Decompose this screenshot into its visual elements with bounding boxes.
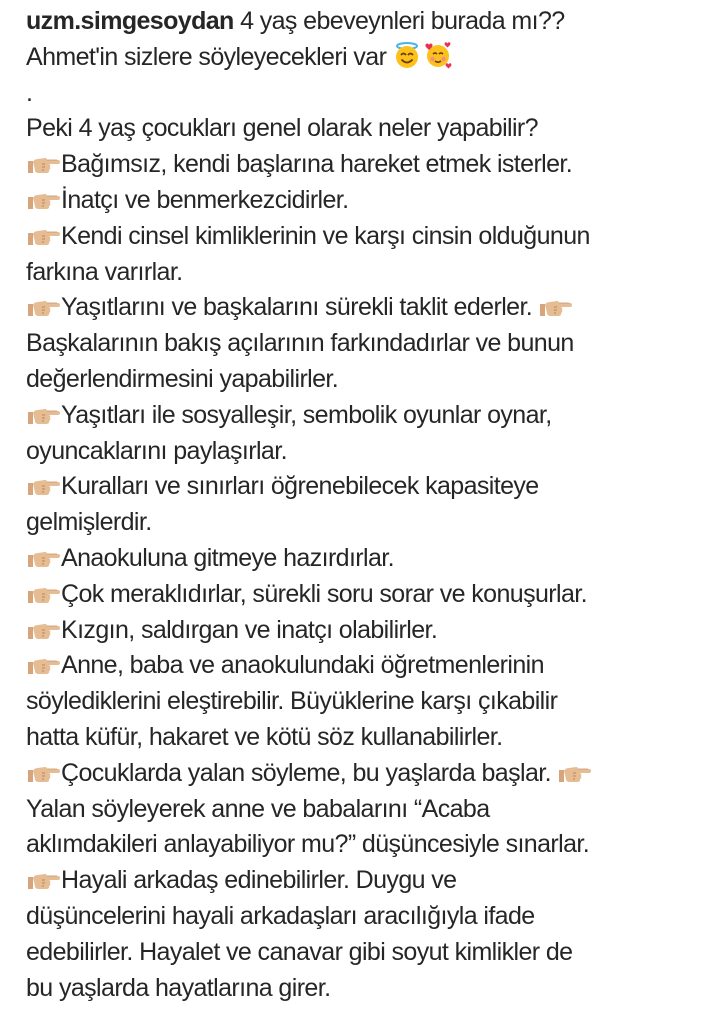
caption-header-line xyxy=(26,4,698,40)
pointing-right-hand-icon xyxy=(26,870,60,890)
caption-intro-line xyxy=(26,40,698,76)
caption-line xyxy=(26,147,698,183)
caption-line-text: Kızgın, saldırgan ve inatçı olabilirler. xyxy=(61,615,438,644)
caption-line-text: Kendi cinsel kimliklerinin ve karşı cinsin olduğunun xyxy=(61,221,590,250)
caption-line-text: edebilirler. Hayalet ve canavar gibi soyut kimlikler de xyxy=(26,937,573,966)
caption-line-text: Yaşıtlarını ve başkalarını sürekli taklit ederler. xyxy=(61,293,533,322)
caption-line-text: gelmişlerdir. xyxy=(26,508,152,537)
caption-line-text: Bağımsız, kendi başlarına hareket etmek isterler. xyxy=(61,150,573,179)
caption-line xyxy=(26,971,698,1007)
halo-smiley-icon xyxy=(393,41,421,69)
caption-line xyxy=(26,648,698,684)
caption-line-text: bu yaşlarda hayatlarına girer. xyxy=(26,973,331,1002)
pointing-right-hand-icon xyxy=(538,297,572,317)
pointing-right-hand-icon xyxy=(26,190,60,210)
caption-line xyxy=(26,469,698,505)
caption-line xyxy=(26,541,698,577)
caption-intro-1: 4 yaş ebeveynleri burada mı?? xyxy=(233,7,565,35)
post-caption xyxy=(26,4,698,1006)
caption-line xyxy=(26,756,698,792)
pointing-right-hand-icon xyxy=(26,548,60,568)
caption-line xyxy=(26,863,698,899)
caption-line xyxy=(26,899,698,935)
caption-line-text: Kuralları ve sınırları öğrenebilecek kapasiteye xyxy=(61,472,539,501)
pointing-right-hand-icon xyxy=(557,763,591,783)
caption-line xyxy=(26,434,698,470)
caption-line-text: Anne, baba ve anaokulundaki öğretmenlerinin xyxy=(61,651,544,680)
caption-line xyxy=(26,326,698,362)
caption-line-text: hatta küfür, hakaret ve kötü söz kullanabilirler. xyxy=(26,722,503,751)
pointing-right-hand-icon xyxy=(26,226,60,246)
caption-line-text: Çok meraklıdırlar, sürekli soru sorar ve konuşurlar. xyxy=(61,579,587,608)
caption-line xyxy=(26,398,698,434)
caption-line xyxy=(26,183,698,219)
caption-line xyxy=(26,613,698,649)
caption-line-text: Çocuklarda yalan söyleme, bu yaşlarda başlar. xyxy=(61,758,551,787)
caption-line xyxy=(26,577,698,613)
username-link[interactable]: uzm.simgesoydan xyxy=(26,7,234,35)
pointing-right-hand-icon xyxy=(26,763,60,783)
pointing-right-hand-icon xyxy=(26,297,60,317)
caption-line xyxy=(26,792,698,828)
caption-line xyxy=(26,684,698,720)
pointing-right-hand-icon xyxy=(26,620,60,640)
caption-intro-2: Ahmet'in sizlere söyleyecekleri var xyxy=(26,42,393,71)
caption-line-text: değerlendirmesini yapabilirler. xyxy=(26,364,339,393)
caption-line-text: oyuncaklarını paylaşırlar. xyxy=(26,436,287,465)
caption-line-text: söylediklerini eleştirebilir. Büyüklerine karşı çıkabilir xyxy=(26,687,558,716)
pointing-right-hand-icon xyxy=(26,154,60,174)
caption-separator: . xyxy=(26,78,33,107)
caption-line xyxy=(26,255,698,291)
caption-line-text: aklımdakileri anlayabiliyor mu?” düşüncesiyle sınarlar. xyxy=(26,830,590,859)
caption-question: Peki 4 yaş çocukları genel olarak neler yapabilir? xyxy=(26,114,538,143)
caption-line-text: Başkalarının bakış açılarının farkındadırlar ve bunun xyxy=(26,329,574,358)
caption-line-text: Anaokuluna gitmeye hazırdırlar. xyxy=(61,543,394,572)
caption-line-text: düşüncelerini hayali arkadaşları aracılığıyla ifade xyxy=(26,901,535,930)
pointing-right-hand-icon xyxy=(26,655,60,675)
pointing-right-hand-icon xyxy=(26,476,60,496)
caption-line xyxy=(26,827,698,863)
caption-line xyxy=(26,362,698,398)
caption-line-text: Hayali arkadaş edinebilirler. Duygu ve xyxy=(61,866,457,895)
caption-line-text: İnatçı ve benmerkezcidirler. xyxy=(61,185,349,214)
caption-line-text: Yaşıtları ile sosyalleşir, sembolik oyunlar oynar, xyxy=(61,400,552,429)
caption-line xyxy=(26,720,698,756)
caption-bullet-list xyxy=(26,147,698,1006)
pointing-right-hand-icon xyxy=(26,584,60,604)
caption-line-text: Yalan söyleyerek anne ve babalarını “Acaba xyxy=(26,794,490,823)
caption-line-text: farkına varırlar. xyxy=(26,257,183,286)
caption-line xyxy=(26,290,698,326)
caption-line xyxy=(26,935,698,971)
caption-line xyxy=(26,219,698,255)
pointing-right-hand-icon xyxy=(26,405,60,425)
hearts-smiley-icon xyxy=(423,41,453,69)
caption-line xyxy=(26,505,698,541)
